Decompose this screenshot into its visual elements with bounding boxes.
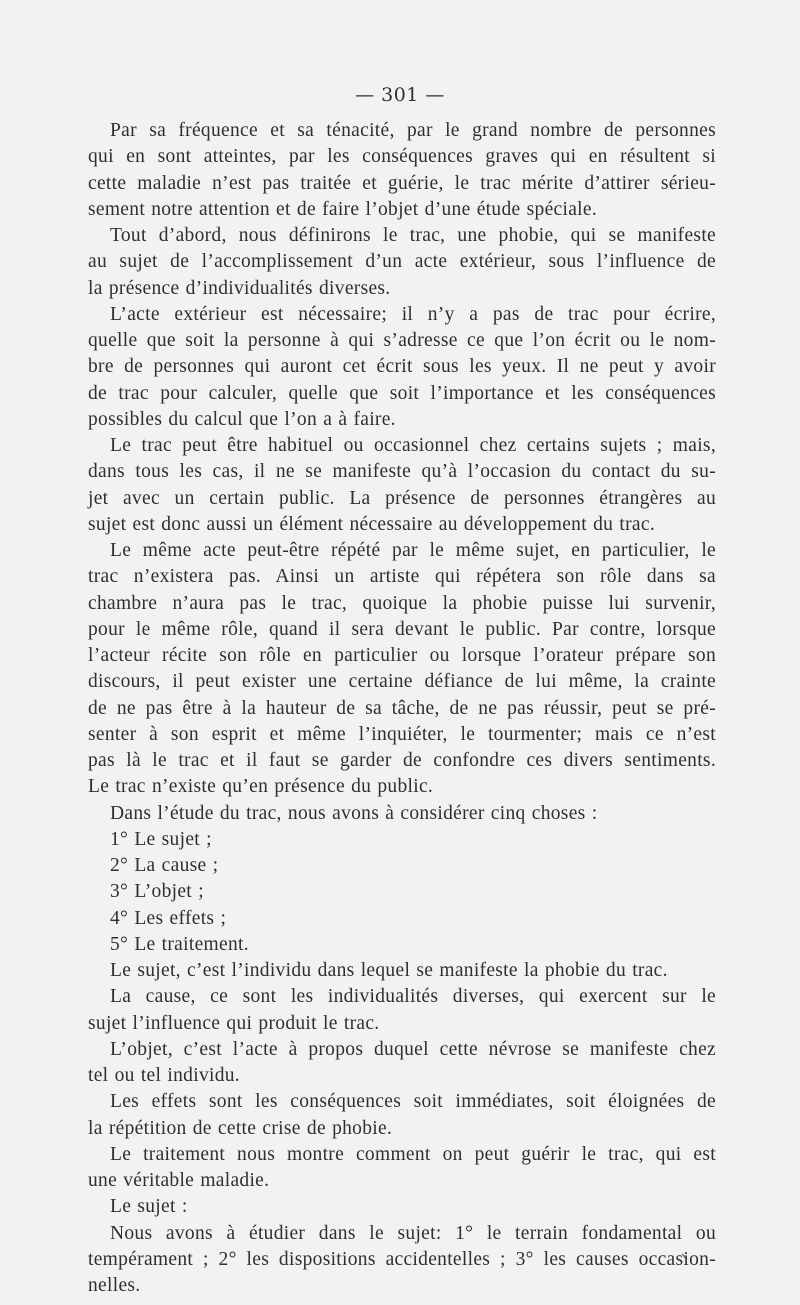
text-line: Le traitement nous montre comment on peut guérir le trac, qui est xyxy=(110,1143,716,1165)
text-line: la répétition de cette crise de phobie. xyxy=(88,1117,393,1139)
text-line: pas là le trac et il faut se garder de confondre ces divers sentiments. xyxy=(88,750,716,771)
body-text xyxy=(88,118,716,1299)
text-line: quelle que soit la personne à qui s’adresse ce que l’on écrit ou le nom- xyxy=(88,330,716,351)
page-number: — 301 — xyxy=(355,84,445,106)
text-line: Nous avons à étudier dans le sujet: 1° le terrain fondamental ou xyxy=(110,1222,716,1244)
text-line: Le même acte peut-être répété par le même sujet, en particulier, le xyxy=(110,540,716,561)
text-line: La cause, ce sont les individualités diverses, qui exercent sur le xyxy=(110,986,716,1008)
text-line: bre de personnes qui auront cet écrit sous les yeux. Il ne peut y avoir xyxy=(88,356,716,378)
text-line: 2° La cause ; xyxy=(110,855,219,876)
text-line: discours, il peut exister une certaine défiance de lui même, la crainte xyxy=(88,671,716,693)
text-line: pour le même rôle, quand il sera devant le public. Par contre, lorsque xyxy=(88,618,716,640)
text-line: dans tous les cas, il ne se manifeste qu’à l’occasion du contact du su- xyxy=(88,461,716,483)
text-line: 1° Le sujet ; xyxy=(110,828,212,850)
text-line: chambre n’aura pas le trac, quoique la phobie puisse lui survenir, xyxy=(88,592,716,614)
text-line: l’acteur récite son rôle en particulier ou lorsque l’orateur prépare son xyxy=(88,645,716,666)
text-line: tel ou tel individu. xyxy=(88,1065,240,1086)
text-line: possibles du calcul que l’on a à faire. xyxy=(88,408,396,430)
text-line: Par sa fréquence et sa ténacité, par le grand nombre de personnes xyxy=(110,120,716,141)
text-line: trac n’existera pas. Ainsi un artiste qui répétera son rôle dans sa xyxy=(88,566,716,588)
text-line: la présence d’individualités diverses. xyxy=(88,277,391,299)
text-line: sujet est donc aussi un élément nécessaire au développement du trac. xyxy=(88,513,656,535)
text-line: Dans l’étude du trac, nous avons à considérer cinq choses : xyxy=(110,802,598,824)
text-line: Le sujet, c’est l’individu dans lequel se manifeste la phobie du trac. xyxy=(110,960,668,981)
text-line: senter à son esprit et même l’inquiéter, le tourmenter; mais ce n’est xyxy=(88,723,716,745)
text-line: 4° Les effets ; xyxy=(110,907,227,929)
text-line: Le trac n’existe qu’en présence du public. xyxy=(88,776,434,798)
text-line: de ne pas être à la hauteur de sa tâche, de ne pas réussir, peut se pré- xyxy=(88,697,716,719)
text-line: 3° L’objet ; xyxy=(110,881,204,903)
text-line: sement notre attention et de faire l’objet d’une étude spéciale. xyxy=(88,198,597,220)
text-line: une véritable maladie. xyxy=(88,1170,270,1191)
text-line: sujet l’influence qui produit le trac. xyxy=(88,1012,380,1034)
text-line: Le trac peut être habituel ou occasionnel chez certains sujets ; mais, xyxy=(110,435,716,456)
text-line: tempérament ; 2° les dispositions accidentelles ; 3° les causes occasion- xyxy=(88,1248,716,1270)
text-line: L’acte extérieur est nécessaire; il n’y a pas de trac pour écrire, xyxy=(110,303,716,325)
text-line: L’objet, c’est l’acte à propos duquel cette névrose se manifeste chez xyxy=(110,1038,716,1060)
text-line: Les effets sont les conséquences soit immédiates, soit éloignées de xyxy=(110,1091,716,1113)
text-line: qui en sont atteintes, par les conséquences graves qui en résultent si xyxy=(88,146,716,168)
text-line: Tout d’abord, nous définirons le trac, une phobie, qui se manifeste xyxy=(110,225,716,246)
text-line: cette maladie n’est pas traitée et guérie, le trac mérite d’attirer sérieu- xyxy=(88,172,716,194)
text-line: Le sujet : xyxy=(110,1196,188,1218)
text-line: nelles. xyxy=(88,1275,141,1296)
text-line: de trac pour calculer, quelle que soit l’importance et les conséquences xyxy=(88,382,716,404)
text-line: 5° Le traitement. xyxy=(110,933,249,955)
text-line: au sujet de l’accomplissement d’un acte extérieur, sous l’influence de xyxy=(88,251,716,273)
text-line: jet avec un certain public. La présence de personnes étrangères au xyxy=(88,487,716,509)
